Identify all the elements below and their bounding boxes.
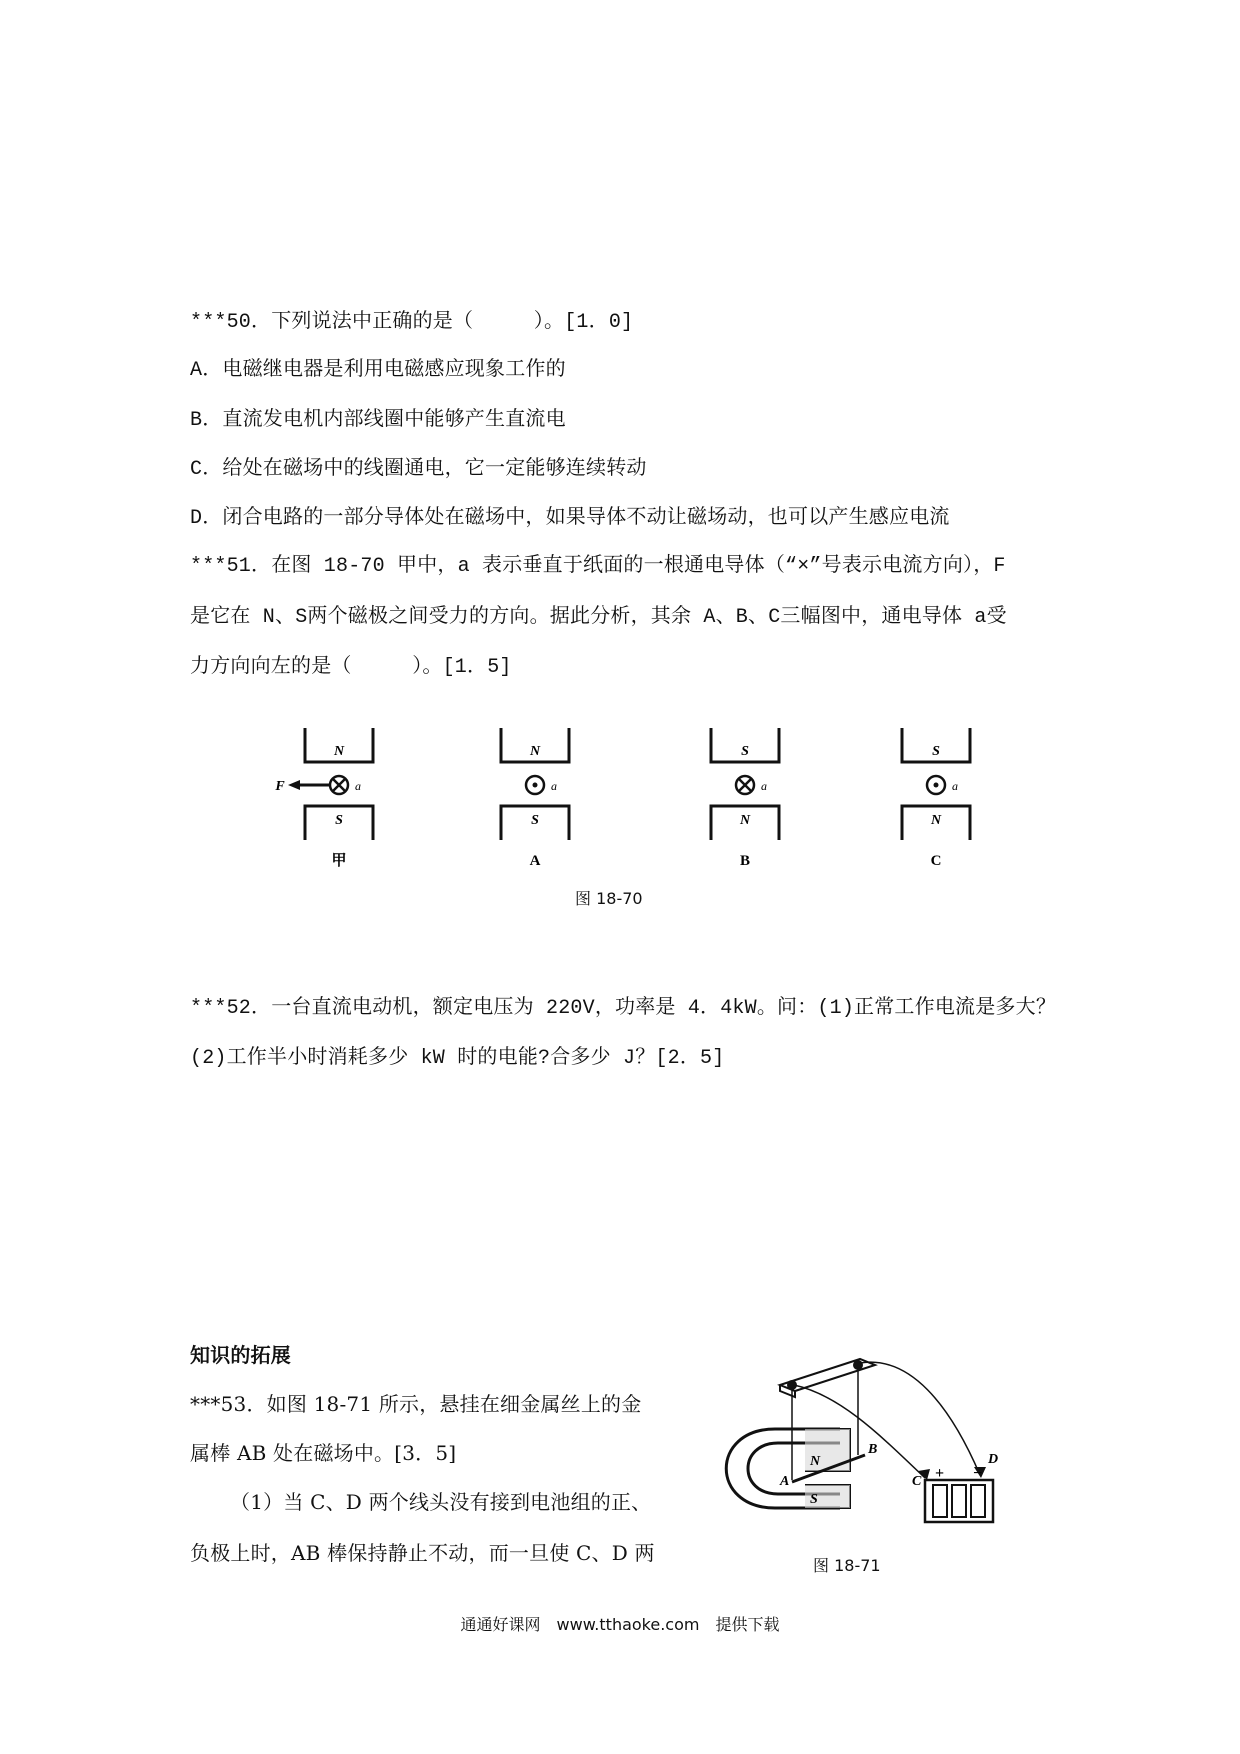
panel-b-bottom-pole: N [739,813,751,828]
q51-line3: 力方向向左的是（ ）。[1．5] [190,656,512,679]
panel-jia-label: 甲 [331,853,347,869]
panel-a-label: A [529,853,541,869]
q53-line4: 负极上时，AB 棒保持静止不动，而一旦使 C、D 两 [190,1541,655,1565]
footer-source: 通通好课网 www.tthaoke.com 提供下载 [460,1615,780,1634]
q50-stem: ***50．下列说法中正确的是（ ）。[1．0] [190,311,634,334]
battery-positive: + [935,1465,945,1482]
magnet-south-label: S [810,1492,818,1507]
q53-line2: 属棒 AB 处在磁场中。[3．5] [190,1441,457,1465]
figure-18-70 [270,720,990,870]
panel-jia [274,728,373,869]
q53-line1: ***53．如图 18-71 所示，悬挂在细金属丝上的金 [190,1392,642,1416]
panel-jia-bottom-pole: S [335,813,343,828]
panel-a-top-pole: N [529,744,541,759]
panel-jia-force-label: F [275,779,285,794]
figure-18-71-caption: 图 18-71 [813,1556,881,1575]
lead-c-label: C [912,1474,922,1489]
q51-line2: 是它在 N、S两个磁极之间受力的方向。据此分析，其余 A、B、C三幅图中，通电导体 a受 [190,606,1007,629]
panel-b-label: B [739,853,751,869]
panel-c-top-pole: S [932,744,940,759]
panel-c-bottom-pole: N [930,813,942,828]
magnet-north-label: N [810,1454,821,1469]
panel-c-label: C [930,853,942,869]
panel-jia-conductor: a [355,779,361,793]
panel-b-conductor: a [761,779,767,793]
q52-line2: (2)工作半小时消耗多少 kW 时的电能?合多少 J？[2．5] [190,1047,725,1070]
q53-line3: （1）当 C、D 两个线头没有接到电池组的正、 [230,1490,652,1514]
q51-line1: ***51．在图 18-70 甲中，a 表示垂直于纸面的一根通电导体（“×”号表示电流方向），F [190,555,1006,578]
lead-d-label: D [988,1452,999,1467]
panel-c-conductor: a [952,779,958,793]
section-heading: 知识的拓展 [190,1343,291,1367]
battery-negative: − [973,1465,983,1482]
q50-option-a: A．电磁继电器是利用电磁感应现象工作的 [190,359,566,382]
panel-a-bottom-pole: S [531,813,539,828]
q52-line1: ***52．一台直流电动机，额定电压为 220V，功率是 4．4kW。问：(1)正常工作电流是多大？ [190,997,1057,1020]
figure-18-70-caption: 图 18-70 [575,889,643,908]
panel-a [501,728,569,869]
panel-b-top-pole: S [741,744,749,759]
figure-18-71 [690,1345,1020,1550]
panel-b [711,728,779,869]
rod-end-a-label: A [780,1474,790,1489]
q50-option-d: D．闭合电路的一部分导体处在磁场中，如果导体不动让磁场动，也可以产生感应电流 [190,507,950,530]
panel-jia-top-pole: N [333,744,345,759]
q50-option-b: B．直流发电机内部线圈中能够产生直流电 [190,409,566,432]
panel-a-conductor: a [551,779,557,793]
q50-option-c: C．给处在磁场中的线圈通电，它一定能够连续转动 [190,458,647,481]
rod-end-b-label: B [868,1442,878,1457]
panel-c [902,728,970,869]
